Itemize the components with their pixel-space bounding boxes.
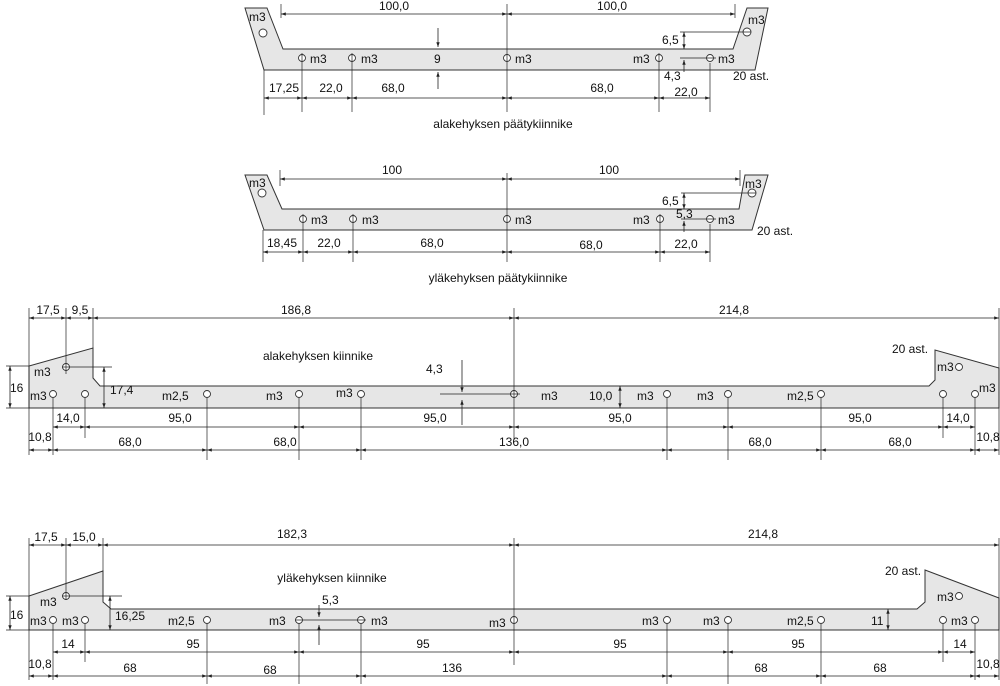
- dim-label: 68,0: [748, 435, 772, 449]
- hole-label: m3: [30, 614, 47, 628]
- hole-label: m2,5: [162, 389, 189, 403]
- dim-label: 68,0: [590, 81, 614, 95]
- dim-label-top: 100,0: [596, 0, 628, 13]
- hole-label: m3: [951, 614, 968, 628]
- hole-label: m3: [697, 389, 714, 403]
- hole-label: m3: [62, 614, 79, 628]
- hole: [296, 391, 303, 398]
- dim-label: 136,0: [498, 435, 530, 449]
- dim-label: 68,0: [420, 236, 444, 250]
- dim-label: 10,8: [976, 430, 1000, 444]
- dim-label: 95: [186, 637, 200, 651]
- hole: [818, 617, 825, 624]
- hole-label: m3: [515, 213, 532, 227]
- hole: [50, 617, 57, 624]
- dim-label-top: 17,5: [36, 303, 60, 317]
- dim-label-top: 214,8: [747, 527, 779, 541]
- angle-label: 20 ast.: [885, 564, 922, 578]
- hole-label: m3: [310, 52, 327, 66]
- angle-label: 20 ast.: [733, 69, 770, 83]
- dim-label-vertical: 16: [10, 381, 24, 395]
- drawing-alakehyksen-kiinnike: [6, 303, 1000, 460]
- hole: [259, 29, 267, 37]
- dim-label: 68,0: [579, 238, 603, 252]
- hole-label: m3: [361, 52, 378, 66]
- hole-label: m2,5: [168, 614, 195, 628]
- hole: [940, 391, 947, 398]
- hole: [664, 391, 671, 398]
- dim-label-vertical: 5,3: [322, 593, 339, 607]
- angle-label: 20 ast.: [757, 224, 794, 238]
- drawing-caption: yläkehyksen kiinnike: [277, 571, 387, 585]
- dim-label: 10,8: [976, 657, 1000, 671]
- hole-label: m2,5: [787, 389, 814, 403]
- hole-label: m3: [937, 590, 954, 604]
- dim-label: 22,0: [674, 237, 698, 251]
- hole: [50, 391, 57, 398]
- hole-label: m3: [642, 614, 659, 628]
- hole-label: m2,5: [787, 614, 814, 628]
- hole-label: m3: [30, 389, 47, 403]
- dim-label-vertical: 4,3: [426, 362, 443, 376]
- hole-label: m3: [266, 389, 283, 403]
- drawing-caption: yläkehyksen päätykiinnike: [428, 271, 568, 285]
- dim-label: 68: [754, 661, 768, 675]
- dim-label-top: 100: [381, 163, 403, 177]
- hole-label: m3: [748, 13, 765, 27]
- dim-label-top: 17,5: [34, 530, 58, 544]
- drawing-ylakehyksen-kiinnike: [6, 527, 1000, 684]
- dim-label-vertical: 17,4: [110, 383, 134, 397]
- dim-label: 68: [123, 661, 137, 675]
- hole-label: m3: [269, 614, 286, 628]
- dim-label-vertical: 5,3: [676, 207, 693, 221]
- hole-label: m3: [703, 614, 720, 628]
- hole-label: m3: [718, 52, 735, 66]
- dim-label: 95,0: [168, 411, 192, 425]
- dim-label: 68,0: [118, 435, 142, 449]
- dim-label-vertical: 4,3: [664, 69, 681, 83]
- dim-label: 95,0: [423, 411, 447, 425]
- hole-label: m3: [633, 52, 650, 66]
- dim-label-vertical: 16: [10, 608, 24, 622]
- dim-label: 68,0: [381, 81, 405, 95]
- dim-label: 22,0: [317, 236, 341, 250]
- hole-label: m3: [40, 595, 57, 609]
- hole-label: m3: [979, 381, 996, 395]
- dim-label: 14,0: [946, 411, 970, 425]
- dim-label-top: 182,3: [276, 527, 308, 541]
- hole: [725, 617, 732, 624]
- hole-label: m3: [515, 52, 532, 66]
- hole-label: m3: [489, 616, 506, 630]
- dim-label: 17,25: [268, 81, 300, 95]
- dim-label-vertical: 6,5: [662, 33, 679, 47]
- dim-label-top: 100: [598, 163, 620, 177]
- dim-label: 14,0: [56, 411, 80, 425]
- hole: [956, 364, 963, 371]
- hole-label: m3: [937, 360, 954, 374]
- hole: [358, 391, 365, 398]
- hole-label: m3: [718, 213, 735, 227]
- hole-label: m3: [336, 386, 353, 400]
- dim-label: 14: [953, 637, 967, 651]
- hole-label: m3: [249, 176, 266, 190]
- dim-label: 68,0: [273, 435, 297, 449]
- dim-label: 95: [791, 637, 805, 651]
- dim-label: 95: [416, 637, 430, 651]
- hole: [204, 617, 211, 624]
- dim-label-top: 15,0: [72, 530, 96, 544]
- dim-label: 95,0: [848, 411, 872, 425]
- hole: [972, 617, 979, 624]
- angle-label: 20 ast.: [892, 342, 929, 356]
- dim-label: 95: [613, 637, 627, 651]
- dim-label: 68: [263, 663, 277, 677]
- hole-label: m3: [34, 365, 51, 379]
- hole-label: m3: [371, 614, 388, 628]
- dim-label-top: 9,5: [71, 303, 89, 317]
- dim-label: 95,0: [608, 411, 632, 425]
- hole: [818, 391, 825, 398]
- hole-label: m3: [745, 177, 762, 191]
- drawing-alakehyksen-paatykiinnike: [245, 0, 769, 131]
- dim-label: 10,8: [28, 657, 52, 671]
- dim-label: 14: [61, 637, 75, 651]
- dim-label: 22,0: [319, 81, 343, 95]
- hole-label: m3: [541, 389, 558, 403]
- drawing-caption: alakehyksen päätykiinnike: [433, 117, 573, 131]
- hole: [82, 391, 89, 398]
- dim-label: 68,0: [888, 435, 912, 449]
- drawing-ylakehyksen-paatykiinnike: [245, 163, 793, 285]
- dim-label-top: 214,8: [718, 303, 750, 317]
- hole: [972, 391, 979, 398]
- dim-label-top: 100,0: [378, 0, 410, 13]
- hole: [204, 391, 211, 398]
- dim-label-top: 186,8: [280, 303, 312, 317]
- dim-label-vertical: 16,25: [115, 609, 146, 623]
- hole-label: m3: [637, 389, 654, 403]
- hole: [956, 593, 963, 600]
- dim-label: 10,8: [28, 430, 52, 444]
- hole-label: m3: [362, 213, 379, 227]
- dim-label: 22,0: [674, 85, 698, 99]
- hole: [725, 391, 732, 398]
- hole: [82, 617, 89, 624]
- drawing-caption: alakehyksen kiinnike: [262, 349, 374, 363]
- hole: [940, 617, 947, 624]
- dim-label-vertical: 10,0: [589, 389, 613, 403]
- hole-label: m3: [633, 213, 650, 227]
- dim-label-vertical: 11: [871, 614, 884, 628]
- hole-label: m3: [311, 213, 328, 227]
- hole: [258, 189, 266, 197]
- hole-label: m3: [249, 10, 266, 24]
- dim-label: 136: [441, 661, 463, 675]
- dim-label: 68: [873, 661, 887, 675]
- dim-label-vertical: 9: [434, 52, 441, 66]
- hole: [664, 617, 671, 624]
- dim-label-vertical: 6,5: [662, 194, 679, 208]
- dim-label: 18,45: [266, 236, 298, 250]
